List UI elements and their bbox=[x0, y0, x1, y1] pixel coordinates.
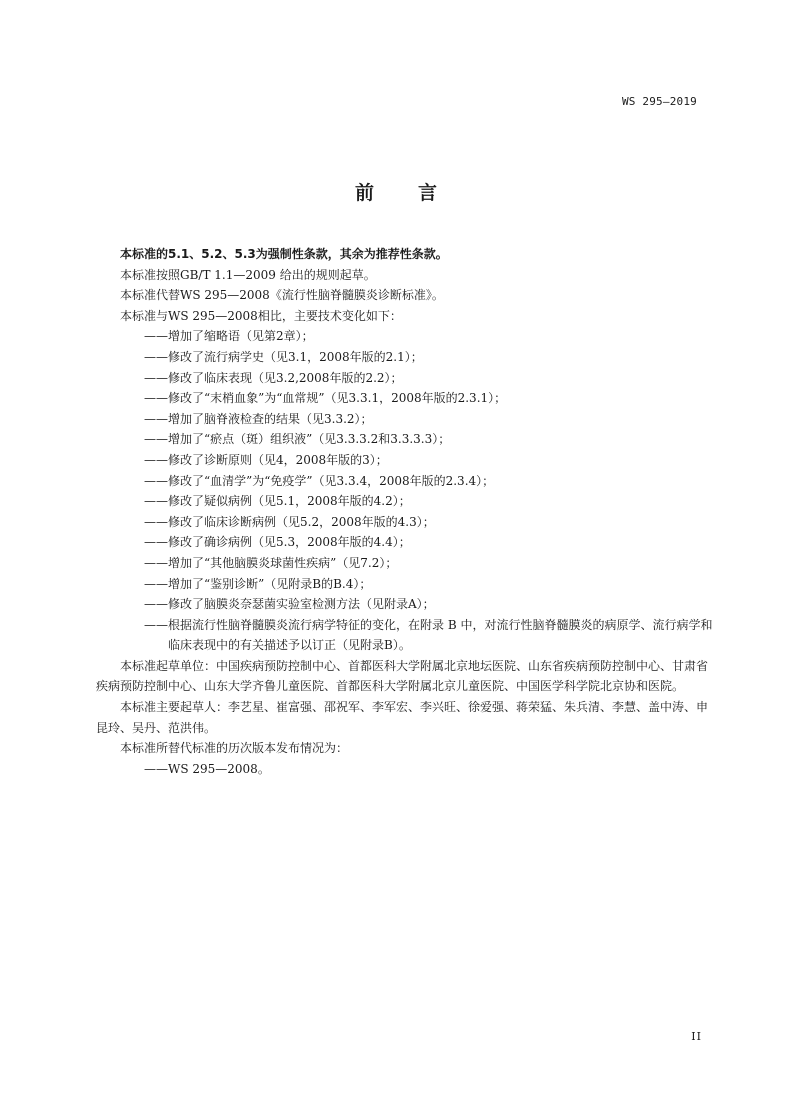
change-item: ——增加了“其他脑膜炎球菌性疾病”（见7.2）； bbox=[144, 555, 398, 570]
main-drafters: 本标准主要起草人：李艺星、崔富强、邵祝军、李军宏、李兴旺、徐爱强、蒋荣猛、朱兵清、李慧、盖中涛、申昆玲、吴丹、范洪伟。 bbox=[96, 700, 709, 735]
intro-line-changes: 本标准与WS 295—2008相比，主要技术变化如下： bbox=[120, 308, 402, 323]
foreword-body bbox=[96, 244, 718, 779]
mandatory-clause-note: 本标准的5.1、5.2、5.3为强制性条款，其余为推荐性条款。 bbox=[120, 247, 448, 261]
standard-code: WS 295—2019 bbox=[621, 95, 697, 108]
history-item: ——WS 295—2008。 bbox=[144, 761, 270, 776]
intro-line-drafting-rules: 本标准按照GB/T 1.1—2009 给出的规则起草。 bbox=[120, 267, 376, 282]
change-item: ——修改了“末梢血象”为“血常规”（见3.3.1，2008年版的2.3.1）； bbox=[144, 391, 507, 406]
change-item: ——修改了临床表现（见3.2,2008年版的2.2）； bbox=[144, 370, 403, 385]
change-item: ——修改了诊断原则（见4，2008年版的3）； bbox=[144, 452, 388, 467]
change-item: ——增加了“鉴别诊断”（见附录B的B.4）； bbox=[144, 576, 372, 591]
intro-line-replaces: 本标准代替WS 295—2008《流行性脑脊髓膜炎诊断标准》。 bbox=[120, 288, 444, 303]
page-number: II bbox=[691, 1030, 702, 1043]
change-item: ——修改了脑膜炎奈瑟菌实验室检测方法（见附录A）； bbox=[144, 597, 435, 612]
change-item: ——修改了确诊病例（见5.3，2008年版的4.4）； bbox=[144, 535, 411, 550]
change-item: ——修改了流行病学史（见3.1，2008年版的2.1）； bbox=[144, 349, 423, 364]
change-item: ——增加了“瘀点（斑）组织液”（见3.3.3.2和3.3.3.3）； bbox=[144, 432, 451, 447]
history-label: 本标准所替代标准的历次版本发布情况为： bbox=[120, 741, 349, 756]
page-title: 前言 bbox=[354, 182, 481, 204]
drafting-units: 本标准起草单位：中国疾病预防控制中心、首都医科大学附属北京地坛医院、山东省疾病预防控制中心、甘肃省疾病预防控制中心、山东大学齐鲁儿童医院、首都医科大学附属北京儿童医院、中国医学科学院北京协和医院。 bbox=[96, 658, 709, 694]
change-item: ——增加了脑脊液检查的结果（见3.3.2）； bbox=[144, 411, 373, 426]
change-item: ——修改了“血清学”为“免疫学”（见3.3.4，2008年版的2.3.4）； bbox=[144, 473, 495, 488]
change-item: ——根据流行性脑脊髓膜炎流行病学特征的变化，在附录 B 中，对流行性脑脊髓膜炎的病原学、流行病学和临床表现中的有关描述予以订正（见附录B）。 bbox=[144, 617, 713, 653]
change-item: ——修改了疑似病例（见5.1，2008年版的4.2）； bbox=[144, 494, 411, 509]
change-item: ——增加了缩略语（见第2章）； bbox=[144, 329, 314, 344]
change-item: ——修改了临床诊断病例（见5.2，2008年版的4.3）； bbox=[144, 514, 435, 529]
changes-list bbox=[96, 326, 718, 656]
